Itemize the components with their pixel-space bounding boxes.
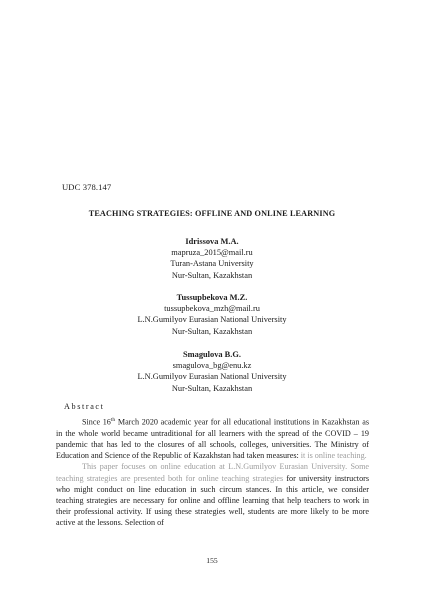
author-email: smagulova_bg@enu.kz <box>172 361 252 371</box>
abstract-body <box>56 415 369 528</box>
abstract-text: Since 16 <box>82 417 111 427</box>
abstract-faint-text: This paper focuses on online education at L.N.Gumilyov Eurasian University. Some teaching strategies are presented both for online teaching strategies <box>56 462 369 483</box>
author-block <box>0 349 424 394</box>
ordinal-superscript: th <box>110 417 116 423</box>
paper-title: TEACHING STRATEGIES: OFFLINE AND ONLINE LEARNING <box>88 209 336 218</box>
abstract-paragraph <box>56 461 369 528</box>
abstract-text: for university instructors who might conduct on line education in such circum stances. In this article, we consider teaching strategies are necessary for online and offline learning that help teachers to work in their professional activity. If using these strategies well, students are more likely to be more active at the lessons. Selection of <box>56 473 369 528</box>
author-email: mapruza_2015@mail.ru <box>171 248 253 258</box>
page-number: 155 <box>206 556 218 565</box>
abstract-faint-text: it is online teaching. <box>300 451 367 461</box>
author-block <box>0 292 424 337</box>
author-affiliation: L.N.Gumilyov Eurasian National University <box>137 372 287 382</box>
author-affiliation: L.N.Gumilyov Eurasian National University <box>137 315 287 325</box>
udc-code: UDC 378.147 <box>62 182 112 192</box>
author-name: Smagulova B.G. <box>183 350 241 359</box>
abstract-paragraph <box>56 415 369 461</box>
abstract-text: March 2020 academic year for all educational institutions in Kazakhstan as in the whole world became untraditional for all learners with the spread of the COVID – 19 pandemic that has led to the closures of all schools, colleges, universities. The Ministry of Education and Science of the Republic of Kazakhstan had taken measures: <box>56 417 369 461</box>
author-city: Nur-Sultan, Kazakhstan <box>171 270 253 280</box>
author-city: Nur-Sultan, Kazakhstan <box>171 383 253 393</box>
author-affiliation: Turan-Astana University <box>170 259 254 269</box>
author-name: Tussupbekova M.Z. <box>176 293 248 302</box>
author-city: Nur-Sultan, Kazakhstan <box>171 326 253 336</box>
abstract-heading: Abstract <box>64 402 105 411</box>
author-name: Idrissova M.A. <box>185 237 239 246</box>
author-block <box>0 236 424 281</box>
author-email: tussupbekova_mzh@mail.ru <box>164 304 260 314</box>
